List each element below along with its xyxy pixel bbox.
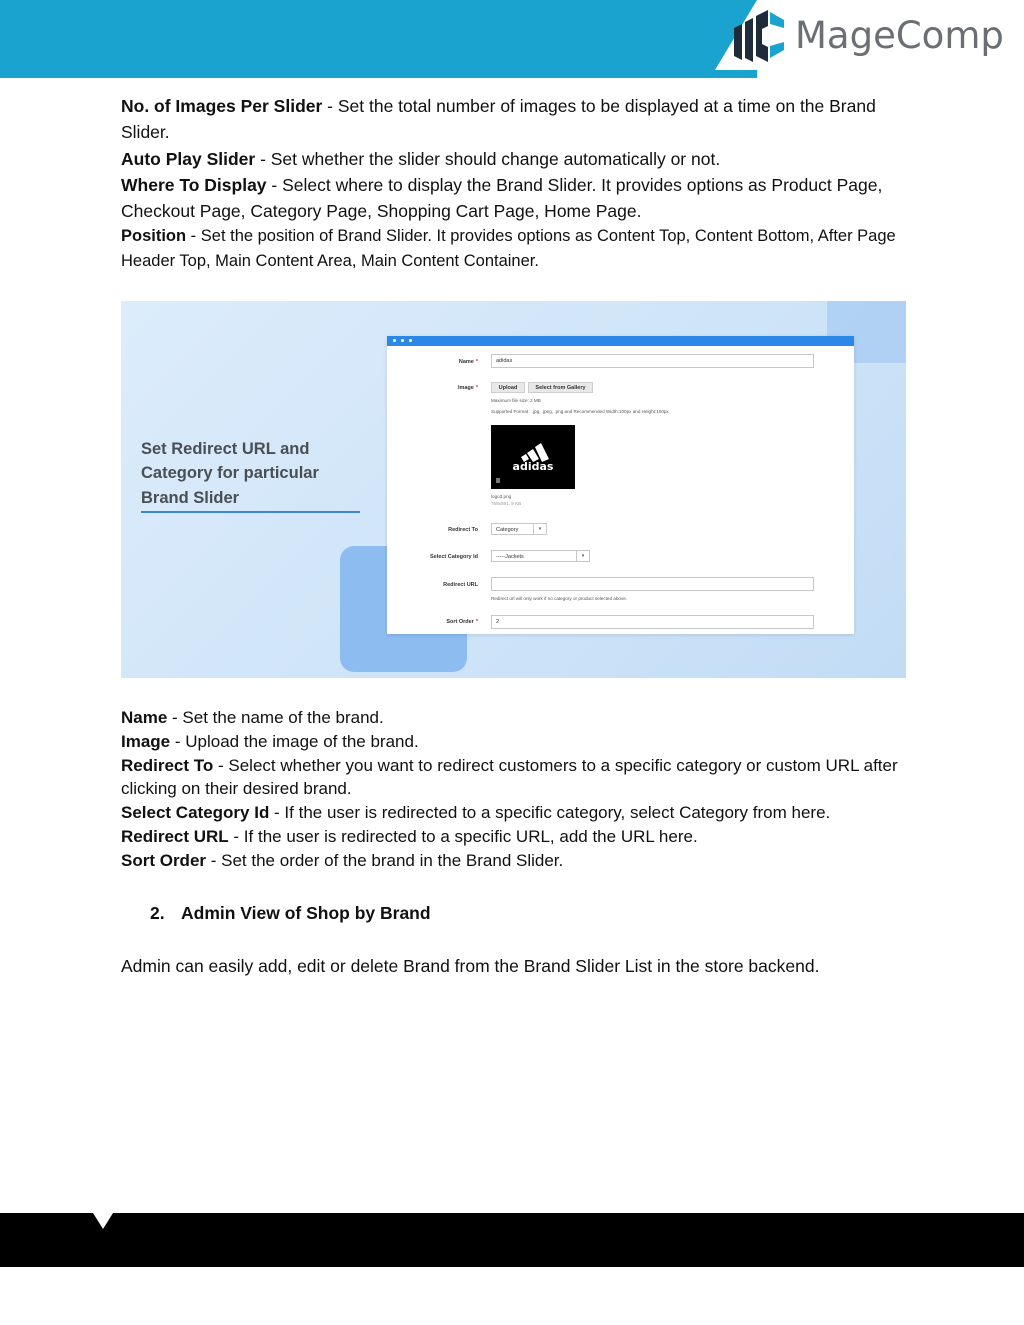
field-item bbox=[121, 801, 911, 825]
window-titlebar bbox=[387, 336, 854, 346]
upload-button[interactable]: Upload bbox=[491, 382, 525, 393]
field-desc: - Upload the image of the brand. bbox=[170, 731, 419, 751]
field-term: Sort Order bbox=[121, 850, 207, 870]
intro-desc: - Set the total number of images to be displayed at a time on the Brand Slider. bbox=[121, 96, 876, 143]
intro-section bbox=[121, 93, 911, 274]
image-label: Image * bbox=[457, 385, 478, 391]
field-term: Image bbox=[121, 731, 171, 751]
select-gallery-button[interactable]: Select from Gallery bbox=[528, 382, 593, 393]
intro-desc: - Set whether the slider should change automatically or not. bbox=[255, 148, 721, 169]
svg-text:adidas: adidas bbox=[512, 460, 554, 473]
page-footer bbox=[0, 1213, 1024, 1267]
logo-text: MageComp bbox=[795, 14, 1004, 57]
intro-item bbox=[121, 224, 911, 274]
max-size-note: Maximum file size: 2 MB bbox=[491, 398, 541, 403]
category-select[interactable]: -----Jackets ▾ bbox=[491, 550, 590, 562]
format-note: Supported Format : .jpg, .jpeg, .png and Recommended Width:100px and Height:100px bbox=[491, 409, 669, 414]
admin-form-window bbox=[387, 336, 854, 634]
chevron-down-icon: ▾ bbox=[533, 524, 546, 534]
field-term: Redirect URL bbox=[121, 826, 229, 846]
heading-underline bbox=[141, 511, 360, 513]
field-item bbox=[121, 730, 911, 754]
redirect-to-select[interactable]: Category ▾ bbox=[491, 523, 547, 535]
intro-item bbox=[121, 172, 911, 225]
intro-desc: - Select where to display the Brand Slider. It provides options as Product Page, Checkout Page, Category Page, Shopping Cart Page, Home Page. bbox=[121, 174, 883, 222]
adidas-logo-icon bbox=[491, 425, 575, 489]
window-dot bbox=[393, 339, 396, 342]
field-term: Name bbox=[121, 708, 168, 727]
chevron-down-icon: ▾ bbox=[576, 551, 589, 561]
figure-heading: Set Redirect URL and Category for particular Brand Slider bbox=[141, 440, 319, 507]
magecomp-logo-icon bbox=[732, 6, 788, 62]
sort-order-input[interactable]: 2 bbox=[491, 615, 814, 629]
file-name: logo3.png bbox=[491, 494, 512, 499]
field-item bbox=[121, 754, 911, 802]
field-desc: - If the user is redirected to a specific category, select Category from here. bbox=[269, 803, 831, 823]
sort-order-label: Sort Order * bbox=[446, 619, 478, 625]
field-desc: - Set the order of the brand in the Brand Slider. bbox=[206, 850, 564, 870]
field-item bbox=[121, 706, 911, 730]
intro-term: No. of Images Per Slider bbox=[121, 96, 323, 116]
redirect-url-note: Redirect url will only work if no category or product selected above. bbox=[491, 596, 628, 601]
field-descriptions bbox=[121, 706, 911, 873]
footer-notch bbox=[93, 1213, 113, 1229]
field-term: Redirect To bbox=[121, 755, 214, 775]
window-dot bbox=[409, 339, 412, 342]
category-label: Select Category Id bbox=[430, 554, 478, 560]
intro-term: Where To Display bbox=[121, 174, 267, 195]
field-item bbox=[121, 849, 911, 873]
section-heading bbox=[150, 901, 431, 925]
window-dot bbox=[401, 339, 404, 342]
redirect-url-input[interactable] bbox=[491, 577, 814, 591]
field-desc: - Select whether you want to redirect customers to a specific category or custom URL after clicking on their desired brand. bbox=[121, 755, 898, 799]
closing-paragraph: Admin can easily add, edit or delete Brand from the Brand Slider List in the store backend. bbox=[121, 956, 820, 976]
intro-item bbox=[121, 93, 911, 146]
field-term: Select Category Id bbox=[121, 803, 270, 823]
intro-item bbox=[121, 146, 911, 172]
brand-image-preview bbox=[491, 425, 575, 489]
section-number: 2. bbox=[150, 903, 165, 923]
file-meta: 768x591, 9 KB bbox=[491, 501, 522, 506]
field-desc: - If the user is redirected to a specific URL, add the URL here. bbox=[228, 826, 698, 846]
screenshot-figure bbox=[121, 301, 906, 678]
field-item bbox=[121, 825, 911, 849]
field-desc: - Set the name of the brand. bbox=[167, 708, 384, 727]
section-title: Admin View of Shop by Brand bbox=[181, 903, 431, 923]
redirect-url-label: Redirect URL bbox=[443, 582, 478, 588]
intro-term: Position bbox=[121, 227, 187, 246]
intro-desc: - Set the position of Brand Slider. It provides options as Content Top, Content Bottom, After Page Header Top, Main Content Area, Main Content Container. bbox=[121, 227, 896, 271]
intro-term: Auto Play Slider bbox=[121, 148, 256, 169]
name-input[interactable]: adidas bbox=[491, 354, 814, 368]
name-label: Name * bbox=[458, 359, 478, 365]
redirect-to-label: Redirect To bbox=[448, 527, 478, 533]
